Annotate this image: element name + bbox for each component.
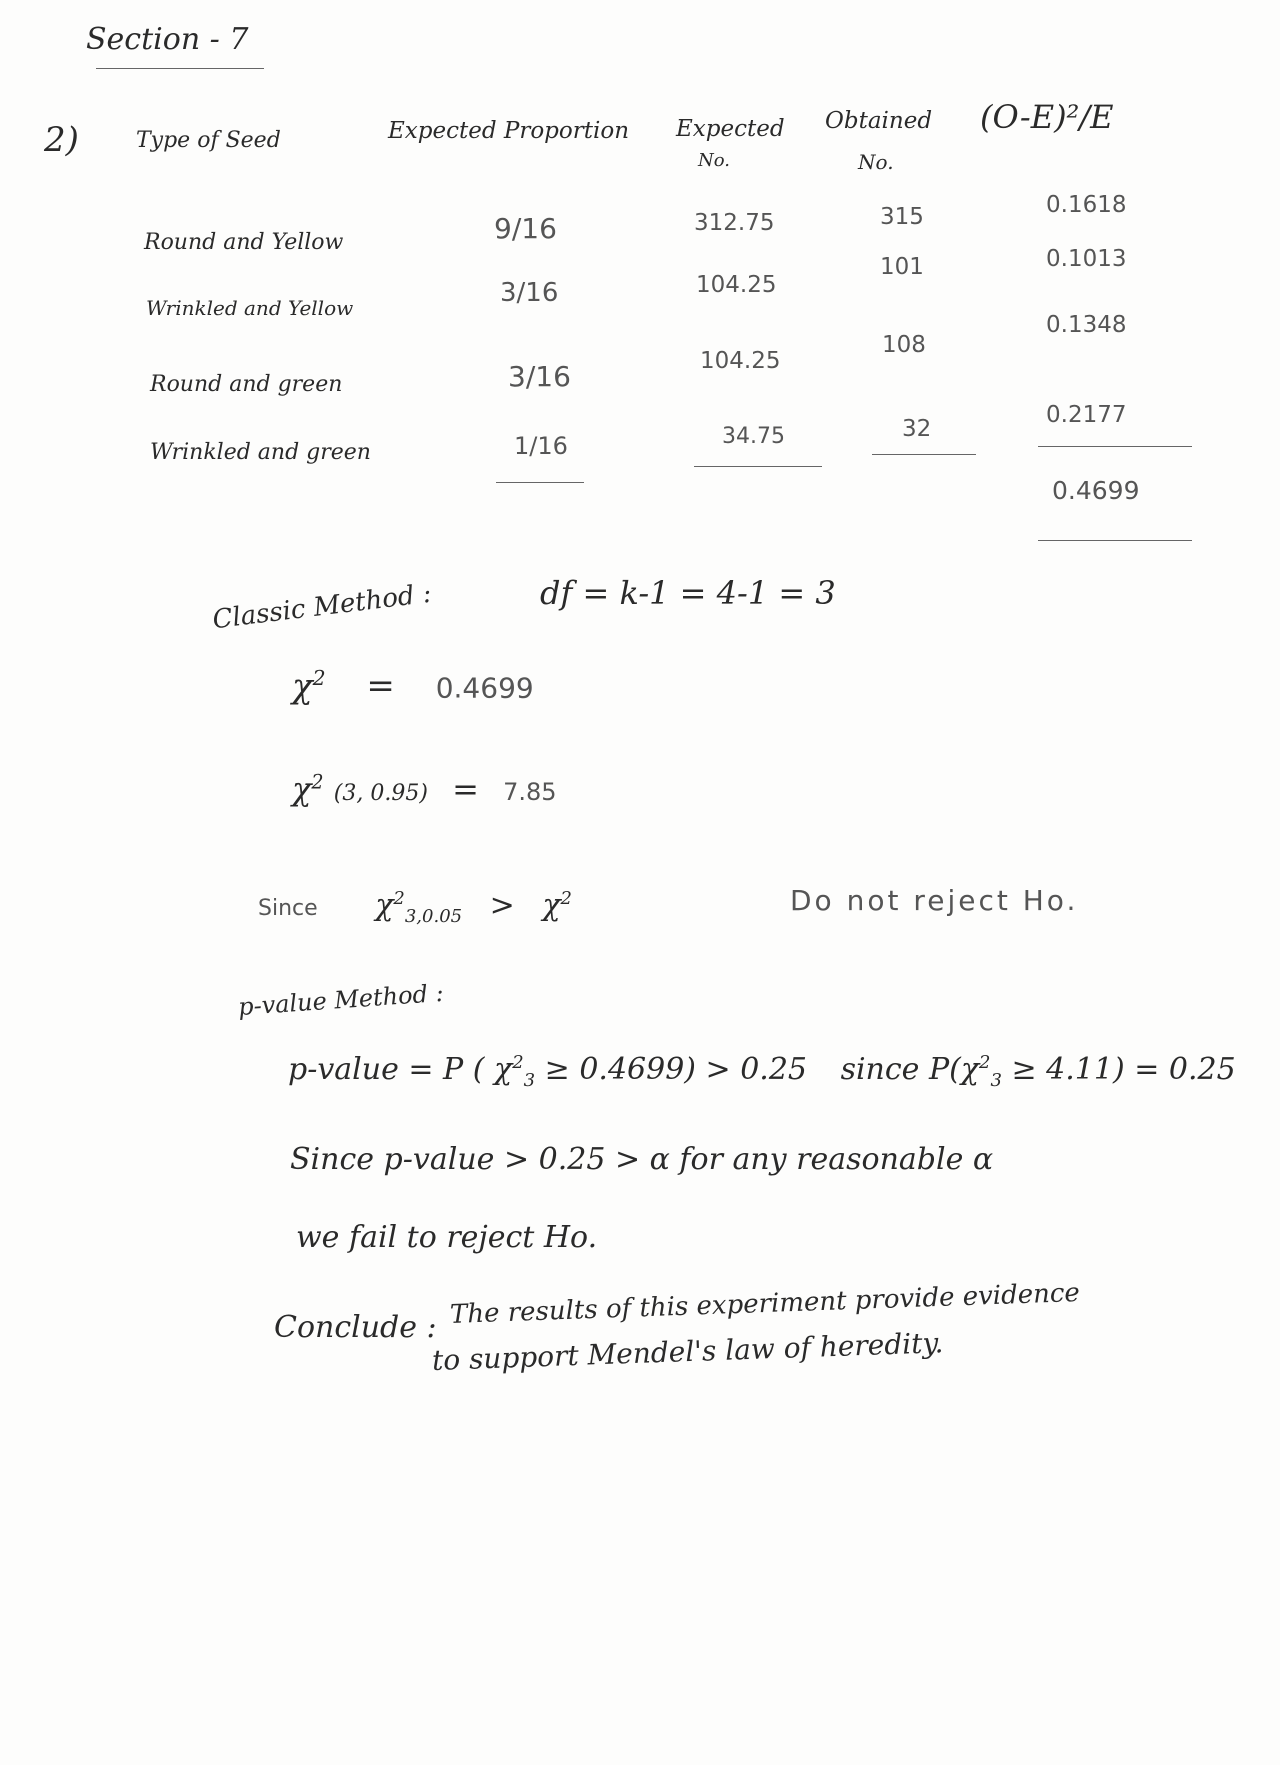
crit-subscript: (3, 0.95): [333, 781, 428, 806]
header-obtained-no: Obtained: [825, 108, 933, 134]
chi-symbol: χ: [292, 666, 313, 707]
classic-method-heading: Classic Method :: [210, 578, 434, 636]
row-1-expected: 312.75: [694, 210, 775, 236]
stat-total-underline: [1038, 540, 1192, 541]
section-title-underline: [96, 68, 264, 69]
pvalue-mid: ≥ 0.4699) > 0.25: [544, 1052, 808, 1087]
conclusion-label: Conclude :: [274, 1310, 437, 1345]
question-number: 2): [44, 120, 79, 160]
cmp-chi-power: 2: [393, 888, 405, 909]
row-2-proportion: 3/16: [500, 278, 559, 308]
header-expected-no: Expected: [676, 116, 785, 142]
crit-chi-power: 2: [311, 770, 324, 794]
cmp-chi-sub: 3,0.05: [404, 906, 463, 927]
row-1-obtained: 315: [880, 204, 924, 230]
pvalue-rhs: ≥ 4.11) = 0.25: [1011, 1052, 1236, 1087]
row-3-stat: 0.1348: [1046, 312, 1127, 338]
pvalue-comparison: Since p-value > 0.25 > α for any reasonable α: [290, 1142, 994, 1177]
row-2-expected: 104.25: [696, 272, 777, 298]
row-1-proportion: 9/16: [494, 212, 557, 245]
pvalue-sub: 3: [523, 1070, 536, 1091]
pvalue-since-power: 2: [979, 1052, 991, 1073]
degrees-of-freedom: df = k-1 = 4-1 = 3: [540, 574, 836, 612]
pvalue-method-heading: p-value Method :: [237, 978, 445, 1022]
header-type-of-seed: Type of Seed: [136, 128, 281, 153]
row-3-type: Round and green: [150, 372, 343, 397]
pvalue-decision: we fail to reject Ho.: [296, 1220, 598, 1255]
header-chi-stat: (O-E)²/E: [980, 98, 1114, 136]
row-4-obtained: 32: [902, 416, 932, 442]
pvalue-since-sub: 3: [990, 1070, 1002, 1091]
chi-power: 2: [312, 666, 326, 690]
chi-square-value: 0.4699: [435, 671, 534, 705]
conclusion-line-2: to support Mendel's law of heredity.: [431, 1326, 944, 1377]
row-4-type: Wrinkled and green: [150, 440, 371, 465]
obtained-underline: [872, 454, 976, 455]
row-1-type: Round and Yellow: [144, 230, 344, 255]
cmp-chi-power-2: 2: [560, 888, 572, 909]
crit-chi-symbol: χ: [292, 770, 312, 808]
row-1-stat: 0.1618: [1046, 192, 1127, 218]
since-word: Since: [258, 896, 318, 921]
stat-underline: [1038, 446, 1192, 447]
cmp-chi-symbol-2: χ: [542, 888, 561, 923]
critical-value: $\chi^2$ (3, 0.95) = 7.85: [292, 770, 557, 808]
classic-conclusion: Do not reject Ho.: [790, 884, 1079, 917]
row-2-stat: 0.1013: [1046, 246, 1127, 272]
proportion-underline: [496, 482, 584, 483]
pvalue-since: since P(χ: [840, 1052, 980, 1087]
pvalue-equation: [288, 1052, 1236, 1091]
critical-value-number: 7.85: [503, 778, 557, 806]
section-title: Section - 7: [86, 22, 249, 57]
row-2-obtained: 101: [880, 254, 924, 280]
pvalue-power: 2: [512, 1052, 524, 1073]
pvalue-lhs: p-value = P ( χ: [288, 1052, 513, 1087]
header-obtained-no-2: No.: [858, 150, 894, 174]
greater-than: >: [489, 888, 515, 923]
header-expected-proportion: Expected Proportion: [388, 118, 630, 144]
row-4-stat: 0.2177: [1046, 402, 1127, 428]
classic-comparison: [258, 888, 572, 927]
row-4-proportion: 1/16: [514, 432, 568, 460]
row-4-expected: 34.75: [722, 424, 785, 449]
row-3-expected: 104.25: [700, 348, 781, 374]
row-2-type: Wrinkled and Yellow: [146, 296, 354, 320]
conclusion-line-1: The results of this experiment provide evidence: [449, 1278, 1081, 1330]
chi-square-statistic: $\chi^2 = 0.4699$: [292, 666, 534, 707]
stat-total: 0.4699: [1052, 476, 1140, 505]
header-expected-no-2: No.: [698, 150, 730, 171]
row-3-proportion: 3/16: [508, 360, 571, 393]
expected-underline: [694, 466, 822, 467]
row-3-obtained: 108: [882, 332, 926, 358]
cmp-chi-symbol: χ: [375, 888, 394, 923]
